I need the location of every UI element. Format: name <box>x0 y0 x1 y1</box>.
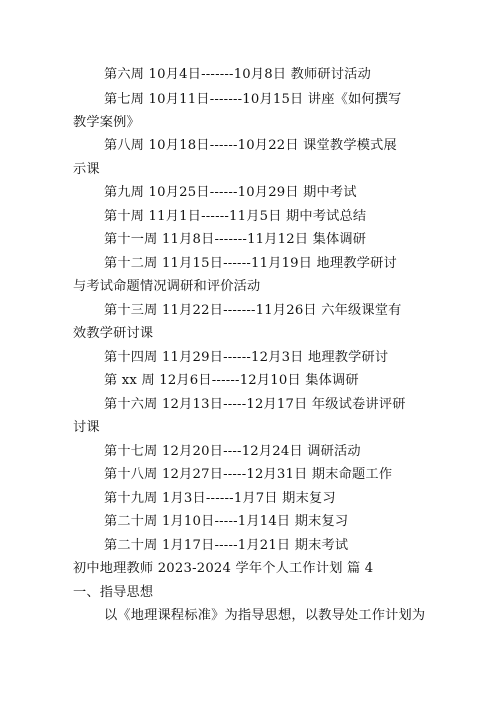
section-title: 初中地理教师 2023-2024 学年个人工作计划 篇 4 <box>73 561 374 576</box>
schedule-line-continuation: 与考试命题情况调研和评价活动 <box>73 279 261 294</box>
schedule-line: 第十周 11月1日------11月5日 期中考试总结 <box>104 209 367 224</box>
schedule-line: 第十七周 12月20日----12月24日 调研活动 <box>104 444 361 459</box>
schedule-line: 第 xx 周 12月6日------12月10日 集体调研 <box>104 373 359 388</box>
schedule-line: 第六周 10月4日-------10月8日 教师研讨活动 <box>104 67 371 82</box>
schedule-line: 第十八周 12月27日-----12月31日 期末命题工作 <box>104 467 393 482</box>
schedule-line-continuation: 效教学研讨课 <box>73 326 154 341</box>
schedule-line: 第八周 10月18日------10月22日 课堂教学模式展 <box>104 138 397 153</box>
schedule-line: 第十九周 1月3日------1月7日 期末复习 <box>104 491 336 506</box>
schedule-line: 第七周 10月11日-------10月15日 讲座《如何撰写 <box>104 92 402 107</box>
schedule-line-continuation: 讨课 <box>73 420 100 435</box>
schedule-line: 第二十周 1月17日-----1月21日 期末考试 <box>104 538 349 553</box>
schedule-line: 第二十周 1月10日-----1月14日 期末复习 <box>104 514 349 529</box>
schedule-line: 第十六周 12月13日-----12月17日 年级试卷讲评研 <box>104 397 406 412</box>
schedule-line: 第九周 10月25日------10月29日 期中考试 <box>104 185 357 200</box>
schedule-line: 第十四周 11月29日------12月3日 地理教学研讨 <box>104 350 389 365</box>
body-paragraph-line: 以《地理课程标准》为指导思想，以教导处工作计划为 <box>104 608 426 623</box>
schedule-line: 第十二周 11月15日------11月19日 地理教学研讨 <box>104 256 397 271</box>
schedule-line-continuation: 示课 <box>73 162 100 177</box>
schedule-line: 第十一周 11月8日-------11月12日 集体调研 <box>104 232 367 247</box>
schedule-line: 第十三周 11月22日-------11月26日 六年级课堂有 <box>104 303 402 318</box>
schedule-line-continuation: 教学案例》 <box>73 115 140 130</box>
section-heading: 一、指导思想 <box>73 585 154 600</box>
